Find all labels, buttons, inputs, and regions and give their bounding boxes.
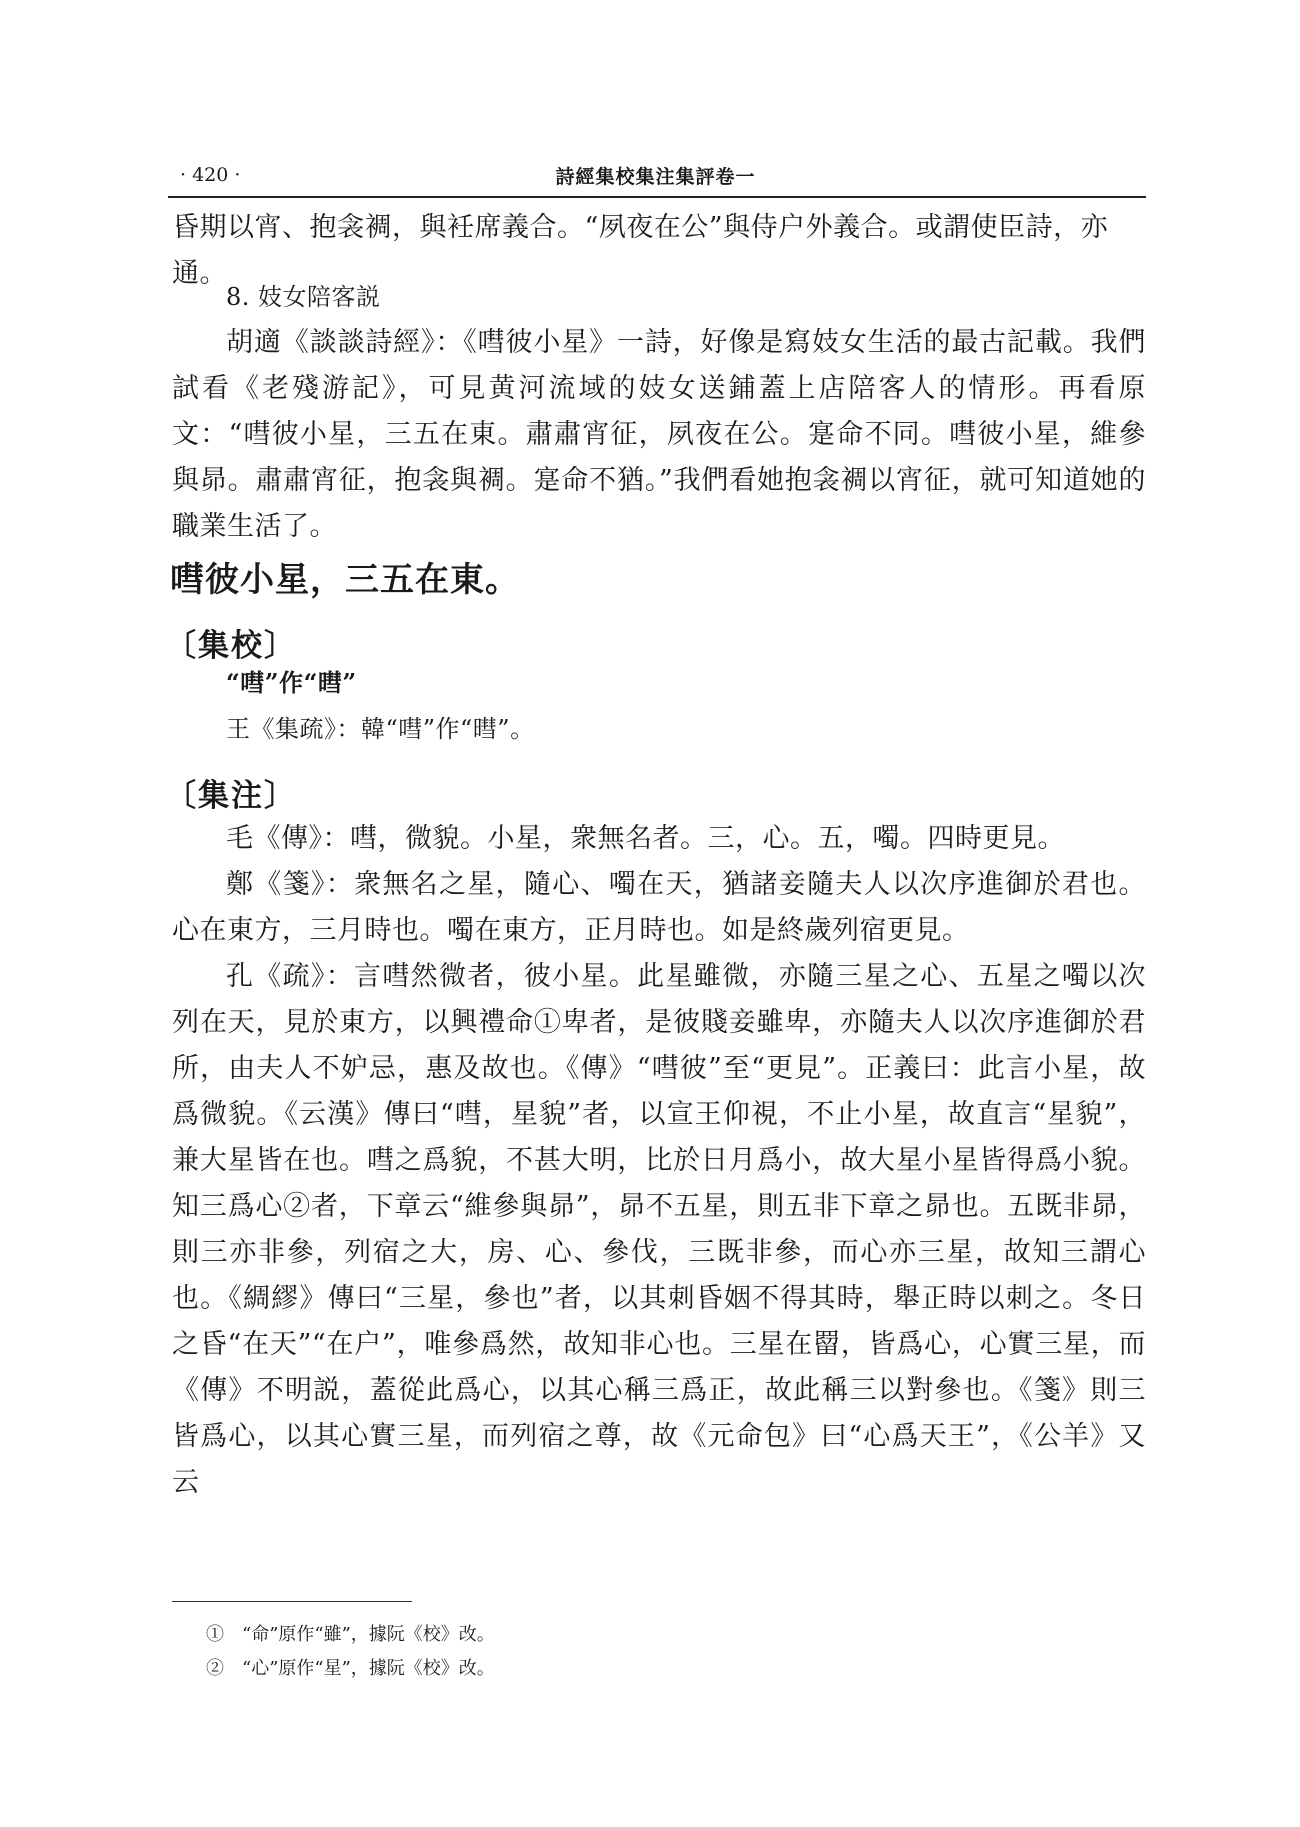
footnote-rule bbox=[172, 1601, 412, 1602]
running-header bbox=[168, 160, 1143, 192]
jijiao-item-title: “嘒”作“暳” bbox=[226, 668, 357, 697]
jijiao-paragraph: 王《集疏》：韓“嘒”作“暳”。 bbox=[226, 715, 535, 743]
jizhu-heading: 〔集注〕 bbox=[165, 778, 297, 814]
book-title: 詩經集校集注集評卷一 bbox=[555, 166, 756, 188]
footnote-1: ① “命”原作“雖”，據阮《校》改。 bbox=[206, 1624, 495, 1645]
header-rule bbox=[168, 196, 1146, 198]
mao-zhuan-paragraph: 毛《傳》：嘒，微貌。小星，衆無名者。三，心。五，噣。四時更見。 bbox=[226, 823, 1065, 854]
zheng-jian-paragraph: 鄭《箋》：衆無名之星，隨心、噣在天，猶諸妾隨夫人以次序進御於君也。心在東方，三月時也。噣在東方，正月時也。如是終歲列宿更見。 bbox=[172, 869, 1146, 946]
jijiao-heading: 〔集校〕 bbox=[165, 628, 297, 664]
footnote-2: ② “心”原作“星”，據阮《校》改。 bbox=[206, 1658, 495, 1679]
item-8-paragraph: 胡適《談談詩經》：《嘒彼小星》一詩，好像是寫妓女生活的最古記載。我們試看《老殘游記》，可見黄河流域的妓女送鋪蓋上店陪客人的情形。再看原文：“嘒彼小星，三五在東。肅肅宵征，夙夜在公。寔命不同。嘒彼小星，維參與昴。肅肅宵征，抱衾與裯。寔命不猶。”我們看她抱衾裯以宵征，就可知道她的職業生活了。 bbox=[172, 327, 1146, 542]
kong-shu-paragraph: 孔《疏》：言嘒然微者，彼小星。此星雖微，亦隨三星之心、五星之噣以次列在天，見於東方，以興禮命①卑者，是彼賤妾雖卑，亦隨夫人以次序進御於君所，由夫人不妒忌，惠及故也。《傳》“嘒彼”至“更見”。正義曰：此言小星，故爲微貌。《云漢》傳曰“嘒，星貌”者，以宣王仰視，不止小星，故直言“星貌”，兼大星皆在也。嘒之爲貌，不甚大明，比於日月爲小，故大星小星皆得爲小貌。知三爲心②者，下章云“維參與昴”，昴不五星，則五非下章之昴也。五既非昴，則三亦非參，列宿之大，房、心、參伐，三既非參，而心亦三星，故知三謂心也。《綢繆》傳曰“三星，參也”者，以其刺昏姻不得其時，舉正時以刺之。冬日之昏“在天”“在户”，唯參爲然，故知非心也。三星在罶，皆爲心，心實三星，而《傳》不明説，蓋從此爲心，以其心稱三爲正，故此稱三以對參也。《箋》則三皆爲心，以其心實三星，而列宿之尊，故《元命包》曰“心爲天王”，《公羊》又云 bbox=[172, 961, 1146, 1498]
verse-heading: 嘒彼小星，三五在東。 bbox=[170, 560, 520, 600]
continuation-paragraph: 昏期以宵、抱衾裯，與衽席義合。“夙夜在公”與侍户外義合。或謂使臣詩，亦通。 bbox=[172, 212, 1109, 289]
page-number: · 420 · bbox=[180, 164, 241, 186]
item-8-title: 8. 妓女陪客説 bbox=[226, 283, 381, 311]
